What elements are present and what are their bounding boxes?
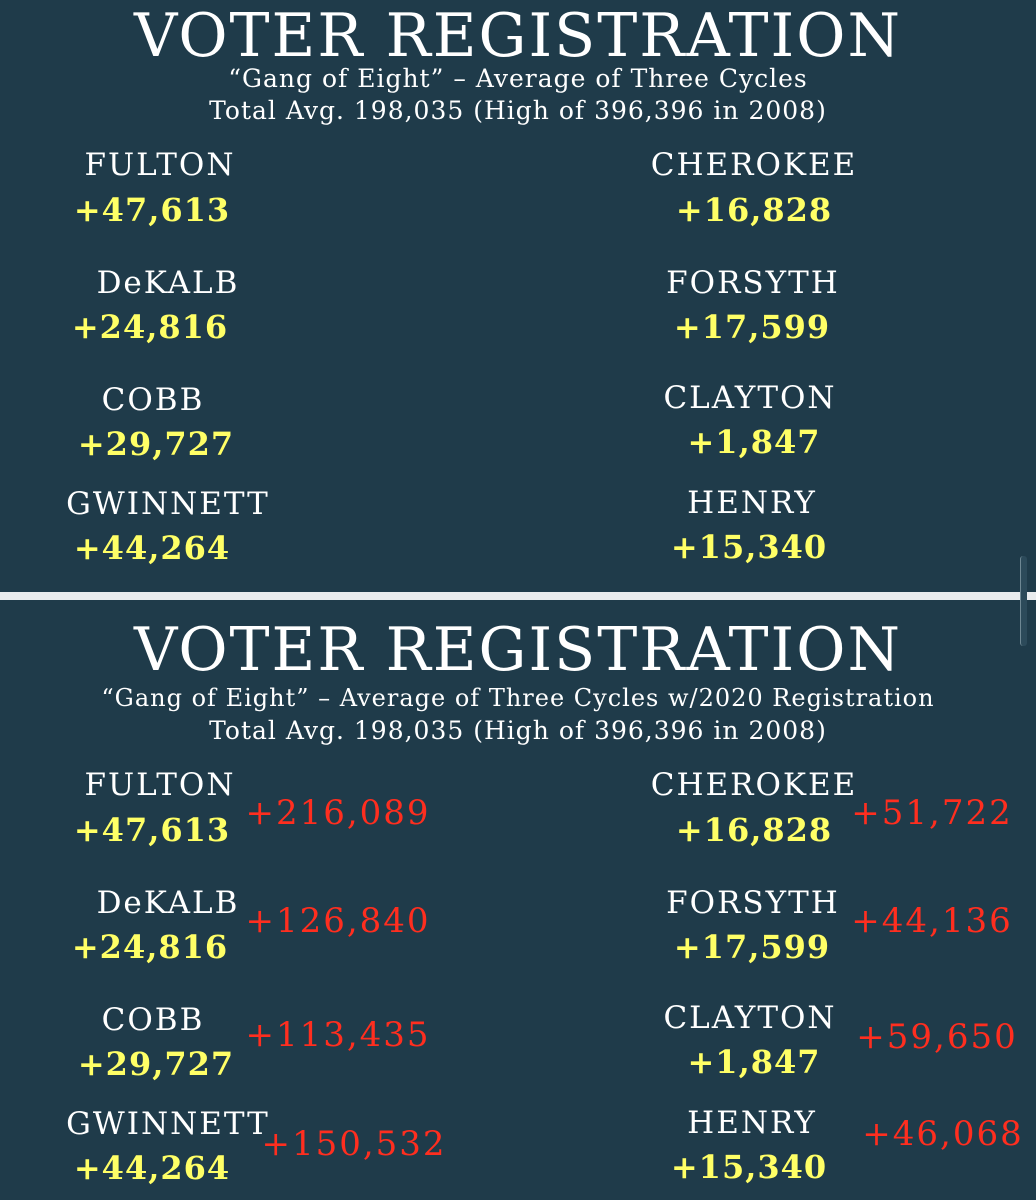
top-county-value-gwinnett: +44,264 [73, 529, 231, 567]
top-county-value-forsyth: +17,599 [673, 308, 831, 346]
bottom-county-value-forsyth: +17,599 [673, 928, 831, 966]
bottom-county-name-forsyth: FORSYTH [666, 885, 840, 921]
bottom-county-2020-gwinnett: +150,532 [261, 1124, 447, 1164]
bottom-subtitle: “Gang of Eight” – Average of Three Cycles w/2020 Registration [101, 684, 935, 712]
bottom-county-2020-fulton: +216,089 [245, 793, 431, 833]
top-county-name-cobb: COBB [101, 382, 205, 418]
top-subtitle: “Gang of Eight” – Average of Three Cycles [228, 64, 808, 93]
top-title: VOTER REGISTRATION [134, 1, 902, 71]
top-county-name-henry: HENRY [687, 485, 817, 521]
bottom-county-name-dekalb: DeKALB [96, 885, 240, 921]
top-county-name-gwinnett: GWINNETT [66, 486, 270, 522]
top-county-value-dekalb: +24,816 [71, 308, 229, 346]
bottom-county-2020-clayton: +59,650 [856, 1017, 1018, 1057]
bottom-county-name-gwinnett: GWINNETT [66, 1106, 270, 1142]
bottom-county-2020-cherokee: +51,722 [851, 793, 1013, 833]
top-county-name-clayton: CLAYTON [663, 380, 837, 416]
bottom-county-value-gwinnett: +44,264 [73, 1149, 231, 1187]
bottom-county-name-clayton: CLAYTON [663, 1000, 837, 1036]
bottom-county-name-cobb: COBB [101, 1002, 205, 1038]
bottom-county-2020-dekalb: +126,840 [245, 901, 431, 941]
bottom-total: Total Avg. 198,035 (High of 396,396 in 2008) [209, 716, 827, 745]
top-county-value-cherokee: +16,828 [675, 191, 833, 229]
top-county-value-clayton: +1,847 [687, 423, 821, 461]
top-total: Total Avg. 198,035 (High of 396,396 in 2008) [209, 96, 827, 125]
top-county-value-henry: +15,340 [670, 528, 828, 566]
bottom-panel [0, 600, 1036, 1200]
top-county-name-fulton: FULTON [84, 147, 236, 183]
bottom-county-name-henry: HENRY [687, 1105, 817, 1141]
bottom-county-2020-henry: +46,068 [862, 1114, 1024, 1154]
bottom-county-name-fulton: FULTON [84, 767, 236, 803]
scrollbar-thumb[interactable] [1020, 556, 1027, 646]
bottom-county-value-fulton: +47,613 [73, 811, 231, 849]
bottom-county-2020-forsyth: +44,136 [851, 901, 1013, 941]
bottom-county-value-dekalb: +24,816 [71, 928, 229, 966]
bottom-county-value-clayton: +1,847 [687, 1043, 821, 1081]
top-panel [0, 0, 1036, 592]
top-county-value-cobb: +29,727 [77, 425, 235, 463]
bottom-county-value-henry: +15,340 [670, 1148, 828, 1186]
bottom-county-name-cherokee: CHEROKEE [650, 767, 858, 803]
top-county-name-forsyth: FORSYTH [666, 265, 840, 301]
top-county-value-fulton: +47,613 [73, 191, 231, 229]
bottom-county-2020-cobb: +113,435 [245, 1015, 431, 1055]
bottom-title: VOTER REGISTRATION [134, 615, 902, 685]
top-county-name-cherokee: CHEROKEE [650, 147, 858, 183]
top-county-name-dekalb: DeKALB [96, 265, 240, 301]
bottom-county-value-cherokee: +16,828 [675, 811, 833, 849]
panel-divider [0, 592, 1036, 600]
bottom-county-value-cobb: +29,727 [77, 1045, 235, 1083]
